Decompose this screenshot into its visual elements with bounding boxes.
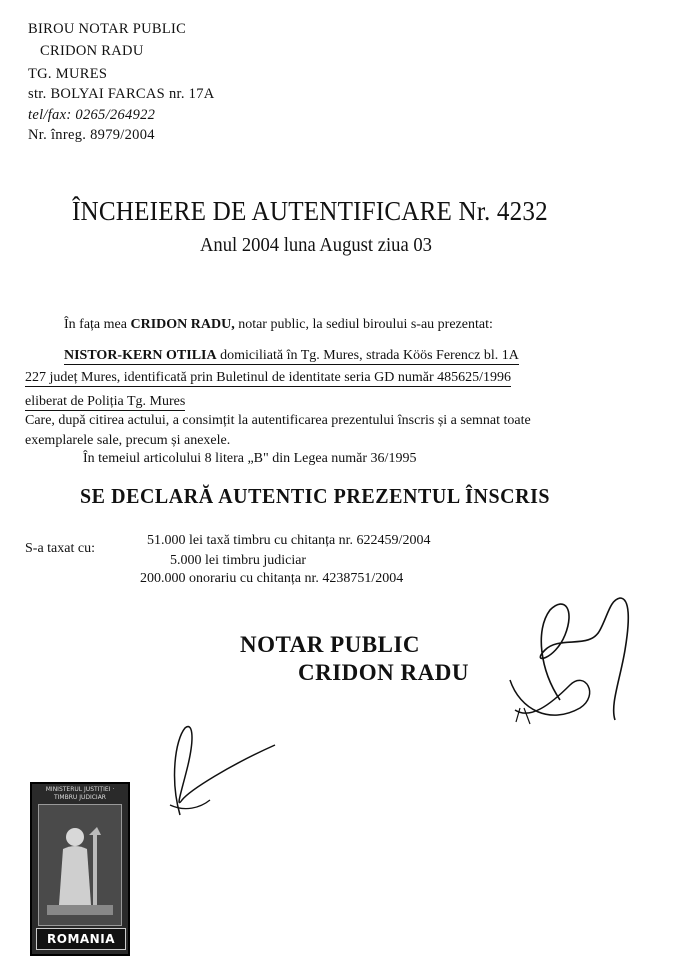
signatory-title: NOTAR PUBLIC [240,632,421,657]
stamp-figure-area [38,804,122,926]
consent-line-2: exemplarele sale, precum și anexele. [25,433,231,448]
stamp-figure-icon [39,805,121,925]
document-title: ÎNCHEIERE DE AUTENTIFICARE Nr. 4232 [72,196,548,226]
declaration: SE DECLARĂ AUTENTIC PREZENTUL ÎNSCRIS [80,484,551,508]
party-line-2 [25,371,511,385]
intro-suffix: notar public, la sediul biroului s-au prezentat: [234,317,493,332]
party-line-3 [25,395,185,409]
intro-prefix: În fața mea [64,317,131,332]
party-address: domiciliată în Tg. Mures, strada Köös Ferencz bl. 1A [216,348,519,363]
party-name: NISTOR-KERN OTILIA [64,348,217,363]
client-signature [140,720,300,830]
office-city: TG. MURES [28,66,108,82]
fee-stamp-tax: 51.000 lei taxă timbru cu chitanța nr. 622459/2004 [147,533,431,548]
intro-line [64,318,493,332]
office-name: BIROU NOTAR PUBLIC [28,21,187,37]
notary-signature [490,590,650,750]
fees-label: S-a taxat cu: [25,541,95,556]
office-address: str. BOLYAI FARCAS nr. 17A [28,86,215,102]
signatory-name: CRIDON RADU [298,660,469,685]
legal-basis: În temeiul articolului 8 litera „B" din Legea număr 36/1995 [83,451,417,466]
notary-name: CRIDON RADU [40,43,144,59]
judicial-stamp [30,782,130,956]
office-phone: tel/fax: 0265/264922 [28,107,156,123]
stamp-country: ROMANIA [36,928,126,950]
stamp-top-text: MINISTERUL JUSTIȚIEI · TIMBRU JUDICIAR [45,786,115,801]
party-id: 227 județ Mures, identificată prin Buletinul de identitate seria GD număr 485625/1996 [25,370,512,385]
intro-notary: CRIDON RADU, [130,317,235,332]
registration-number: Nr. înreg. 8979/2004 [28,127,155,143]
fee-honorarium: 200.000 onorariu cu chitanța nr. 4238751/2004 [140,571,404,586]
party-line-1 [64,349,519,363]
party-id-issuer: eliberat de Poliția Tg. Mures [25,394,186,409]
document-date: Anul 2004 luna August ziua 03 [200,234,432,256]
fee-judicial-stamp: 5.000 lei timbru judiciar [170,553,307,568]
consent-line-1: Care, după citirea actului, a consimțit la autentificarea prezentului înscris și a semnat toate [25,413,531,428]
